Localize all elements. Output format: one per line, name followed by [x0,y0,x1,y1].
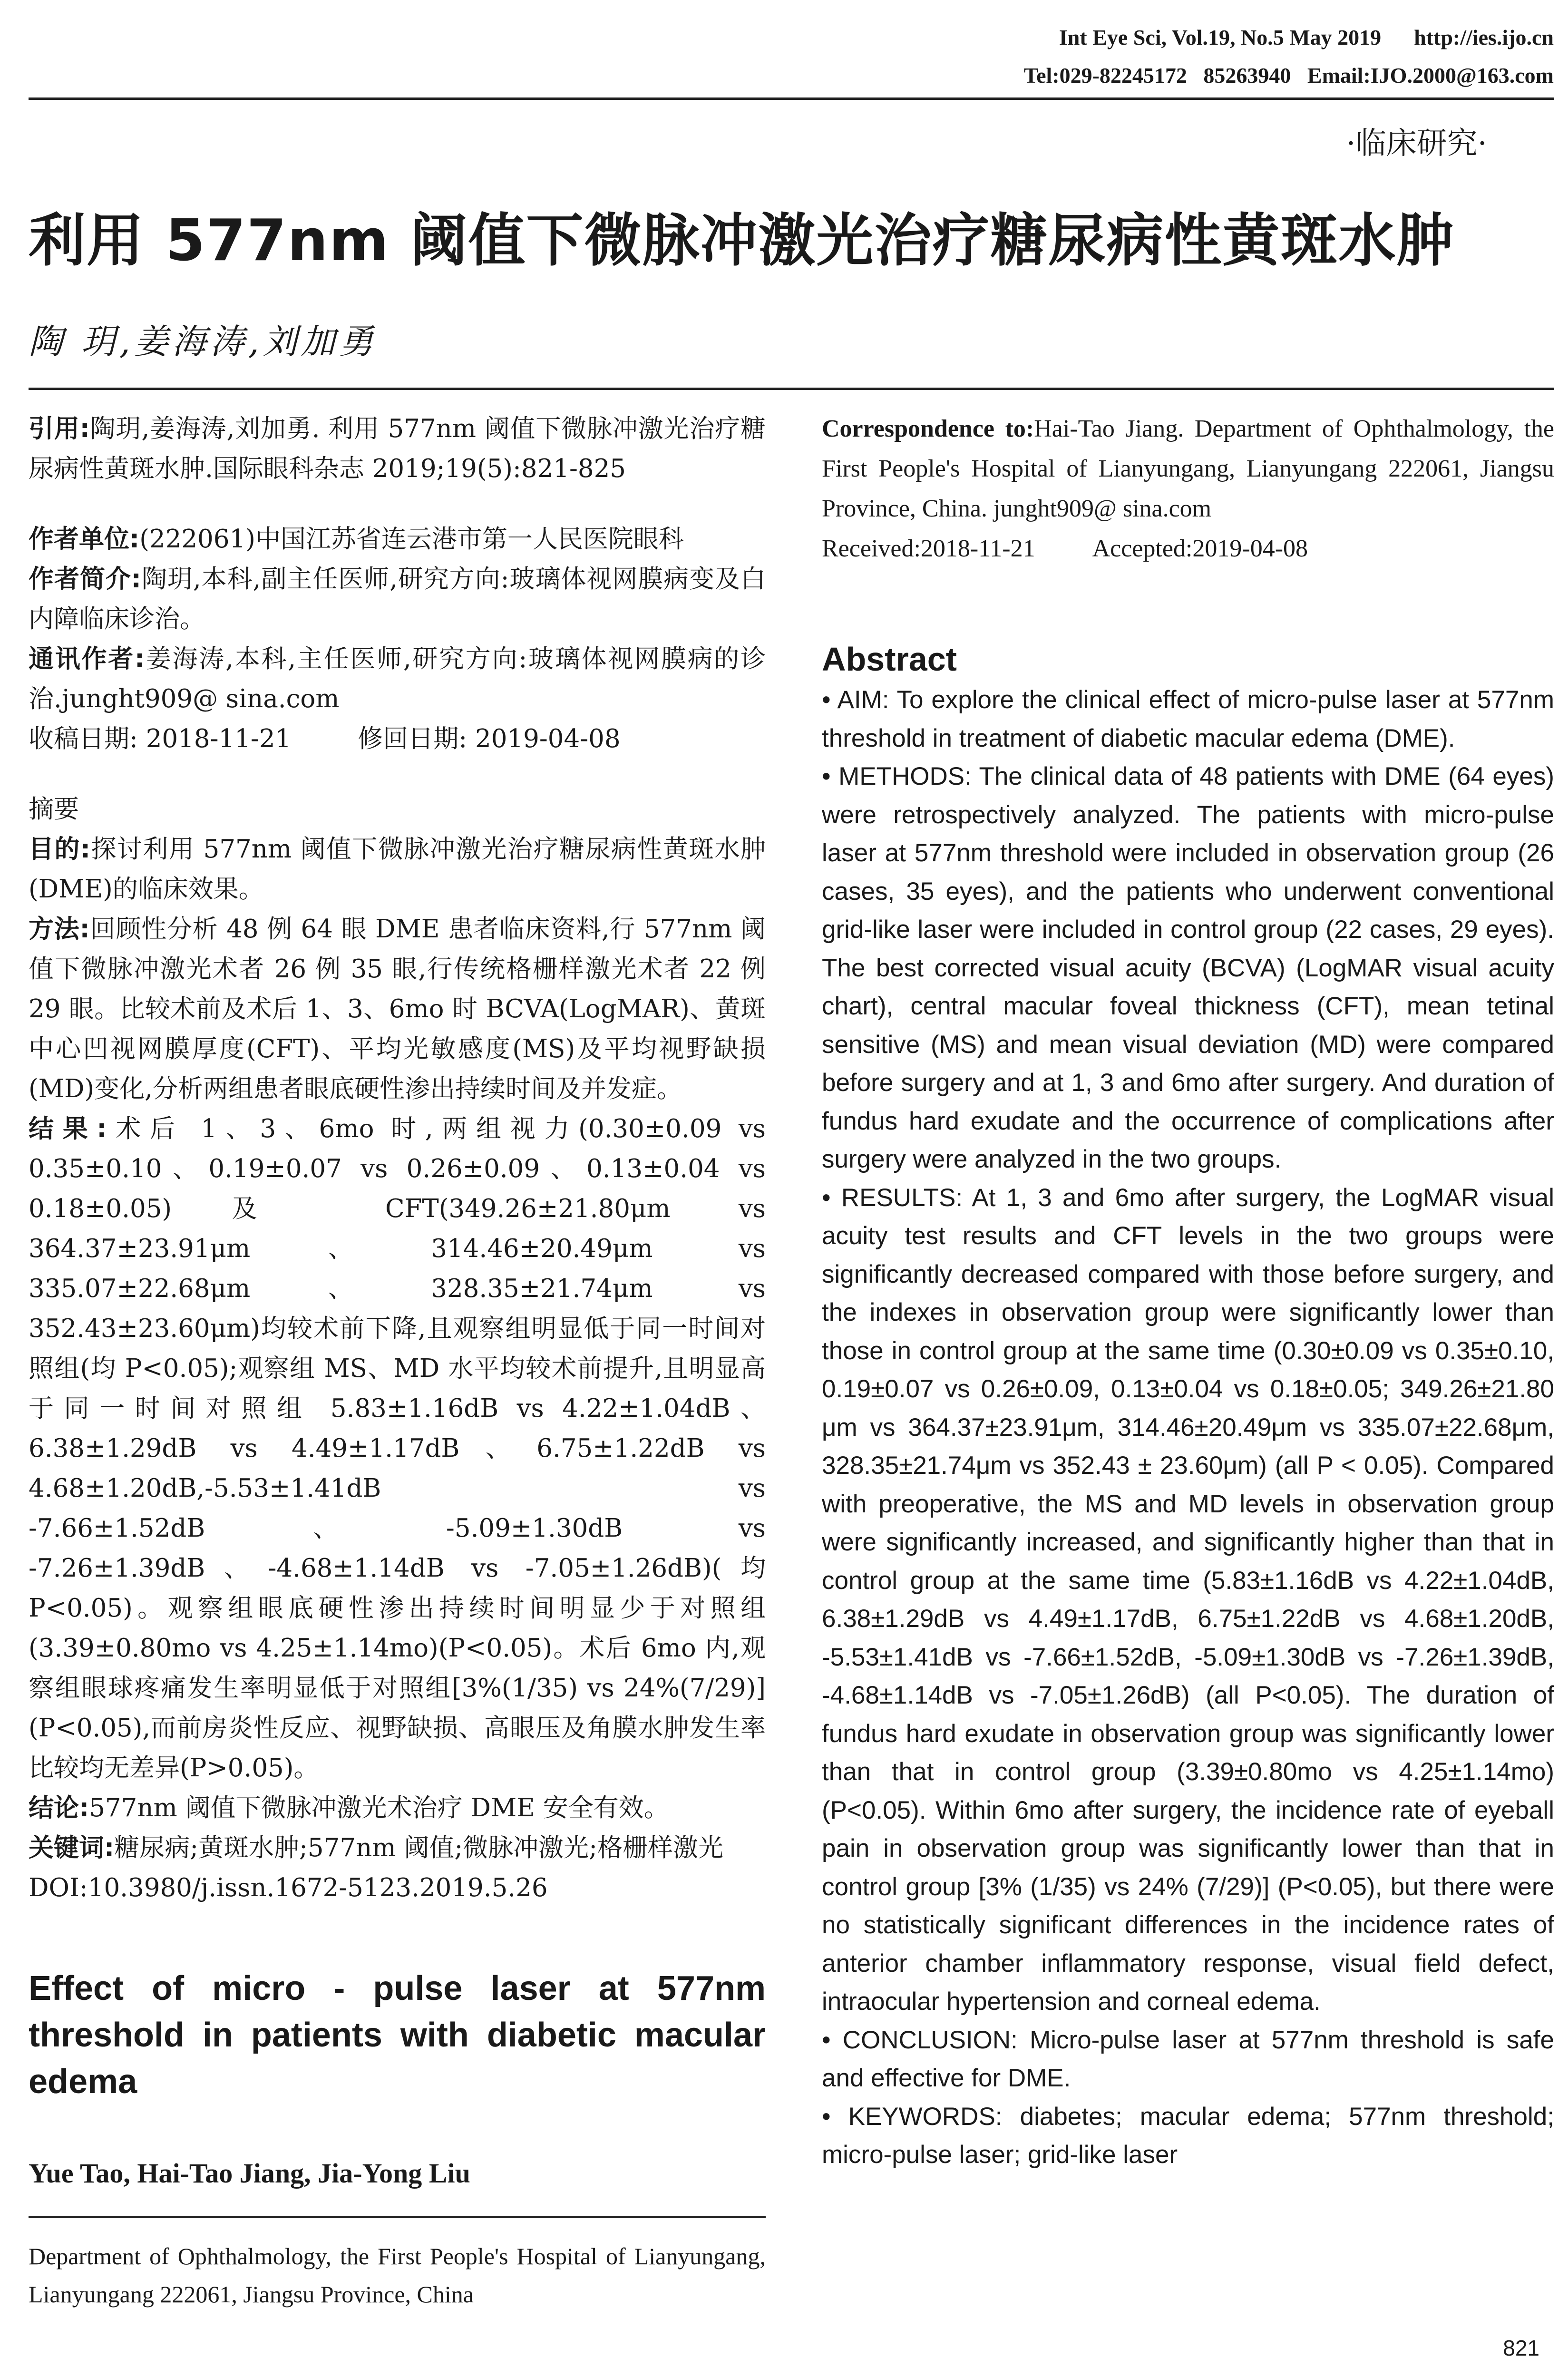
page-number: 821 [1503,2336,1539,2360]
right-column [822,409,1554,2174]
author-unit: 作者单位:(222061)中国江苏省连云港市第一人民医院眼科 [29,525,684,554]
english-title: Effect of micro - pulse laser at 577nm threshold in patients with diabetic macular edema [29,1969,766,2101]
results-cn: 结果:术后 1、3、6mo 时,两组视力(0.30±0.09 vs 0.35±0.10、0.19±0.07 vs 0.26±0.09、0.13±0.04 vs 0.18±0.05)及 CFT(349.26±21.80μm vs 364.37±23.91μm、314.46±20.49μm vs 335.07±22.68μm、328.35±21.74μm vs 352.43±23.60μm)均较术前下降,且观察组明显低于同一时间对照组(均 P<0.05);观察组 MS、MD 水平均较术前提升,且明显高于同一时间对照组 5.83±1.16dB vs 4.22±1.04dB、6.38±1.29dB vs 4.49±1.17dB、6.75±1.22dB vs 4.68±1.20dB,-5.53±1.41dB vs -7.66±1.52dB、-5.09±1.30dB vs -7.26±1.39dB、-4.68±1.14dB vs -7.05±1.26dB)(均 P<0.05)。观察组眼底硬性渗出持续时间明显少于对照组(3.39±0.80mo vs 4.25±1.14mo)(P<0.05)。术后 6mo 内,观察组眼球疼痛发生率明显低于对照组[3%(1/35) vs 24%(7/29)](P<0.05),而前房炎性反应、视野缺损、高眼压及角膜水肿发生率比较均无差异(P>0.05)。 [29,1114,766,1783]
english-authors: Yue Tao, Hai-Tao Jiang, Jia-Yong Liu [29,2158,470,2189]
abstract-heading-en: Abstract [822,641,957,678]
aim-en: • AIM: To explore the clinical effect of micro-pulse laser at 577nm threshold in treatment of diabetic macular edema (DME). [822,686,1554,752]
department-rule [29,2216,766,2218]
dates-cn: 收稿日期: 2018-11-21 修回日期: 2019-04-08 [29,724,621,753]
citation: 引用:陶玥,姜海涛,刘加勇. 利用 577nm 阈值下微脉冲激光治疗糖尿病性黄斑水肿.国际眼科杂志 2019;19(5):821-825 [29,414,766,483]
conclusion-cn: 结论:577nm 阈值下微脉冲激光术治疗 DME 安全有效。 [29,1793,669,1822]
abstract-heading-cn: 摘要 [29,795,79,824]
author-bio: 作者简介:陶玥,本科,副主任医师,研究方向:玻璃体视网膜病变及白内障临床诊治。 [29,565,766,633]
doi: DOI:10.3980/j.issn.1672-5123.2019.5.26 [29,1873,548,1902]
received-accepted: Received:2018-11-21 Accepted:2019-04-08 [822,535,1308,562]
methods-cn: 方法:回顾性分析 48 例 64 眼 DME 患者临床资料,行 577nm 阈值下微脉冲激光术者 26 例 35 眼,行传统格栅样激光术者 22 例 29 眼。比较术前及术后 1、3、6mo 时 BCVA(LogMAR)、黄斑中心凹视网膜厚度(CFT)、平均光敏感度(MS)及平均视野缺损(MD)变化,分析两组患者眼底硬性渗出持续时间及并发症。 [29,915,766,1103]
title-rule [29,388,1554,390]
left-column [29,409,766,2313]
abstract-en [822,640,1554,2174]
correspondence-en: Correspondence to:Hai-Tao Jiang. Department of Ophthalmology, the First People's Hospital of Lianyungang, Lianyungang 222061, Jiangsu Province, China. junght909@ sina.com [822,415,1554,522]
authors-cn: 陶 玥,姜海涛,刘加勇 [29,321,377,361]
keywords-cn: 关键词:糖尿病;黄斑水肿;577nm 阈值;微脉冲激光;格栅样激光 [29,1833,724,1862]
article-title: 利用 577nm 阈值下微脉冲激光治疗糖尿病性黄斑水肿 [29,208,1455,274]
section-tag: ·临床研究· [1346,126,1487,161]
conclusion-en: • CONCLUSION: Micro-pulse laser at 577nm threshold is safe and effective for DME. [822,2026,1554,2092]
results-en: • RESULTS: At 1, 3 and 6mo after surgery, the LogMAR visual acuity test results and CFT levels in the two groups were significantly decreased compared with those before surgery, and the indexes in observation group were significantly lower than those in control group at the same time (0.30±0.09 vs 0.35±0.10, 0.19±0.07 vs 0.26±0.09, 0.13±0.04 vs 0.18±0.05; 349.26±21.80 μm vs 364.37±23.91μm, 314.46±20.49μm vs 335.07±22.68μm, 328.35±21.74μm vs 352.43 ± 23.60μm) (all P < 0.05). Compared with preoperative, the MS and MD levels in observation group were significantly increased, and significantly higher than that in control group at the same time (5.83±1.16dB vs 4.22±1.04dB, 6.38±1.29dB vs 4.49±1.17dB, 6.75±1.22dB vs 4.68±1.20dB, -5.53±1.41dB vs -7.66±1.52dB, -5.09±1.30dB vs -7.26±1.39dB, -4.68±1.14dB vs -7.05±1.26dB) (all P<0.05). The duration of fundus hard exudate in observation group was significantly lower than that in control group (3.39±0.80mo vs 4.25±1.14mo) (P<0.05). Within 6mo after surgery, the incidence rate of eyeball pain in observation group was significantly lower than that in control group [3% (1/35) vs 24% (7/29)] (P<0.05), but there were no statistically significant differences in the incidence rates of anterior chamber inflammatory response, visual field defect, intraocular hypertension and corneal edema. [822,1183,1554,2016]
department-en: Department of Ophthalmology, the First People's Hospital of Lianyungang, Lianyungang 222061, Jiangsu Province, China [29,2243,766,2308]
corresponding-author: 通讯作者:姜海涛,本科,主任医师,研究方向:玻璃体视网膜病的诊治.junght909@ sina.com [29,644,766,713]
methods-en: • METHODS: The clinical data of 48 patients with DME (64 eyes) were retrospectively analyzed. The patients with micro-pulse laser at 577nm threshold were included in observation group (26 cases, 35 eyes), and the patients who underwent conventional grid-like laser were included in control group (22 cases, 29 eyes). The best corrected visual acuity (BCVA) (LogMAR visual acuity chart), central macular foveal thickness (CFT), mean tetinal sensitive (MS) and mean visual deviation (MD) were compared before surgery and at 1, 3 and 6mo after surgery. And duration of fundus hard exudate and the occurrence of complications after surgery were analyzed in the two groups. [822,762,1554,1173]
journal-header-line2: Tel:029-82245172 85263940 Email:IJO.2000@163.com [1023,63,1554,88]
journal-header-line1: Int Eye Sci, Vol.19, No.5 May 2019 http://ies.ijo.cn [1059,25,1554,49]
objective-cn: 目的:探讨利用 577nm 阈值下微脉冲激光治疗糖尿病性黄斑水肿(DME)的临床效果。 [29,835,766,904]
header-rule [29,97,1554,100]
keywords-en: • KEYWORDS: diabetes; macular edema; 577nm threshold; micro-pulse laser; grid-like laser [822,2102,1554,2169]
